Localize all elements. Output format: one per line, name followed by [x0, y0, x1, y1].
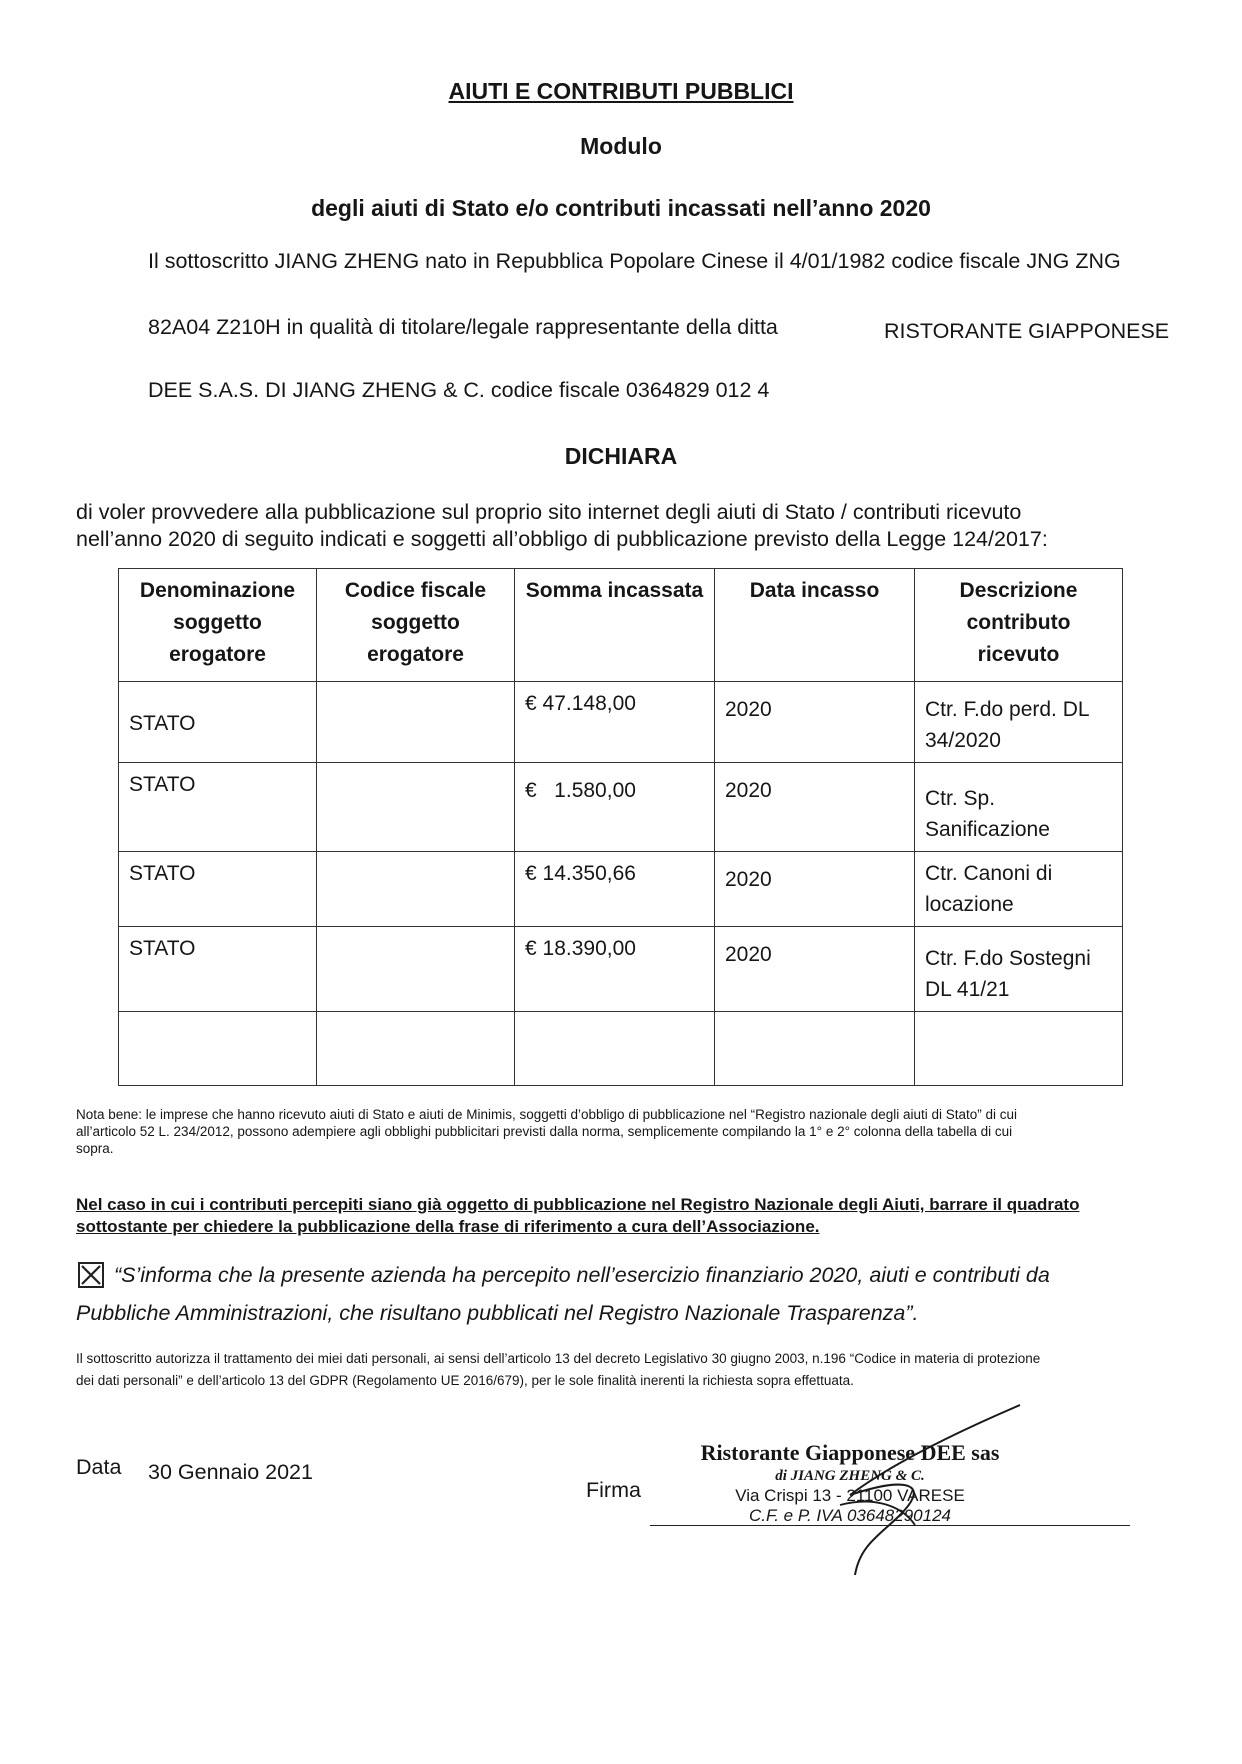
table-cell: Ctr. Sp. Sanificazione — [915, 763, 1123, 852]
table-cell: 2020 — [715, 763, 915, 852]
signature-label: Firma — [586, 1478, 641, 1502]
table-row — [119, 682, 1123, 763]
table-cell: € 14.350,66 — [515, 852, 715, 927]
document-title — [0, 78, 1242, 105]
table-cell: 2020 — [715, 927, 915, 1012]
note-line-2: all’articolo 52 L. 234/2012, possono adempiere agli obblighi pubblicitari previsti dalla norma, semplicemente compilando la 1° e 2° colonna della tabella di cui — [76, 1124, 1013, 1139]
table-cell: STATO — [119, 682, 317, 763]
table-cell: € 47.148,00 — [515, 682, 715, 763]
intro-line-2b: RISTORANTE GIAPPONESE — [884, 319, 1170, 343]
table-cell: 2020 — [715, 682, 915, 763]
registry-line-1: Nel caso in cui i contributi percepiti siano già oggetto di pubblicazione nel Registro Nazionale degli Aiuti, barrare il quadrato — [76, 1195, 1080, 1214]
note-line-1: Nota bene: le imprese che hanno ricevuto aiuti di Stato e aiuti de Minimis, soggetti d’obbligo di pubblicazione nel “Registro nazionale degli aiuti di Stato” di cui — [76, 1107, 1018, 1122]
table-row — [119, 852, 1123, 927]
table-cell: € 1.580,00 — [515, 763, 715, 852]
table-cell: 2020 — [715, 852, 915, 927]
table-cell — [317, 763, 515, 852]
publication-checkbox[interactable] — [78, 1262, 104, 1288]
intro-line-1: Il sottoscritto JIANG ZHENG nato in Repubblica Popolare Cinese il 4/01/1982 codice fiscale JNG ZNG — [148, 249, 1121, 273]
column-header-erogatore: Denominazione soggetto erogatore — [119, 569, 317, 682]
document-subtitle-2: degli aiuti di Stato e/o contributi incassati nell’anno 2020 — [311, 195, 931, 221]
registry-line-2: sottostante per chiedere la pubblicazione della frase di riferimento a cura dell’Associazione. — [76, 1217, 820, 1236]
table-cell: STATO — [119, 927, 317, 1012]
checkbox-text-line-1: “S’informa che la presente azienda ha percepito nell’esercizio finanziario 2020, aiuti e contributi da — [114, 1263, 1050, 1287]
table-cell — [119, 1012, 317, 1086]
stamp-line-3: Via Crispi 13 - 21100 VARESE — [735, 1486, 965, 1505]
declaration-line-1: di voler provvedere alla pubblicazione sul proprio sito internet degli aiuti di Stato / contributi ricevuto — [76, 500, 1022, 524]
stamp-line-4: C.F. e P. IVA 03648290124 — [749, 1506, 951, 1525]
column-header-somma: Somma incassata — [515, 569, 715, 682]
table-cell — [317, 682, 515, 763]
intro-line-3: DEE S.A.S. DI JIANG ZHENG & C. codice fiscale 0364829 012 4 — [148, 378, 770, 402]
checkbox-cross-icon — [80, 1264, 102, 1286]
table-cell — [317, 1012, 515, 1086]
declaration-heading: DICHIARA — [564, 443, 678, 469]
column-header-codice-fiscale: Codice fiscale soggetto erogatore — [317, 569, 515, 682]
date-value: 30 Gennaio 2021 — [148, 1460, 313, 1484]
table-row — [119, 1012, 1123, 1086]
table-cell — [515, 1012, 715, 1086]
document-subtitle: Modulo — [580, 133, 662, 159]
privacy-line-2: dei dati personali” e dell’articolo 13 del GDPR (Regolamento UE 2016/679), per le sole finalità inerenti la richiesta sopra effettuata. — [76, 1373, 854, 1388]
table-cell: STATO — [119, 852, 317, 927]
document-title-text: AIUTI E CONTRIBUTI PUBBLICI — [448, 78, 794, 104]
declaration-line-2: nell’anno 2020 di seguito indicati e soggetti all’obbligo di pubblicazione previsto della Legge 124/2017: — [76, 527, 1048, 551]
date-label: Data — [76, 1455, 122, 1479]
table-row — [119, 763, 1123, 852]
column-header-data: Data incasso — [715, 569, 915, 682]
checkbox-text-line-2: Pubbliche Amministrazioni, che risultano pubblicati nel Registro Nazionale Trasparenza”. — [76, 1301, 919, 1325]
contributions-table — [118, 568, 1123, 1086]
table-cell: Ctr. F.do perd. DL 34/2020 — [915, 682, 1123, 763]
table-cell — [915, 1012, 1123, 1086]
table-cell — [715, 1012, 915, 1086]
stamp-line-1: Ristorante Giapponese DEE sas — [700, 1440, 1000, 1465]
privacy-line-1: Il sottoscritto autorizza il trattamento dei miei dati personali, ai sensi dell’articolo 13 del decreto Legislativo 30 giugno 2003, n.196 “Codice in materia di protezione — [76, 1351, 1041, 1366]
table-cell — [317, 927, 515, 1012]
column-header-descrizione: Descrizione contributo ricevuto — [915, 569, 1123, 682]
handwritten-signature — [700, 1385, 1080, 1585]
table-cell: € 18.390,00 — [515, 927, 715, 1012]
table-header-row — [119, 569, 1123, 682]
table-cell: Ctr. Canoni di locazione — [915, 852, 1123, 927]
intro-line-2a: 82A04 Z210H in qualità di titolare/legale rappresentante della ditta — [148, 315, 778, 339]
note-block — [76, 1106, 1176, 1157]
note-line-3: sopra. — [76, 1141, 114, 1156]
table-cell: STATO — [119, 763, 317, 852]
table-row — [119, 927, 1123, 1012]
table-cell — [317, 852, 515, 927]
table-cell: Ctr. F.do Sostegni DL 41/21 — [915, 927, 1123, 1012]
stamp-line-2: di JIANG ZHENG & C. — [775, 1468, 925, 1484]
